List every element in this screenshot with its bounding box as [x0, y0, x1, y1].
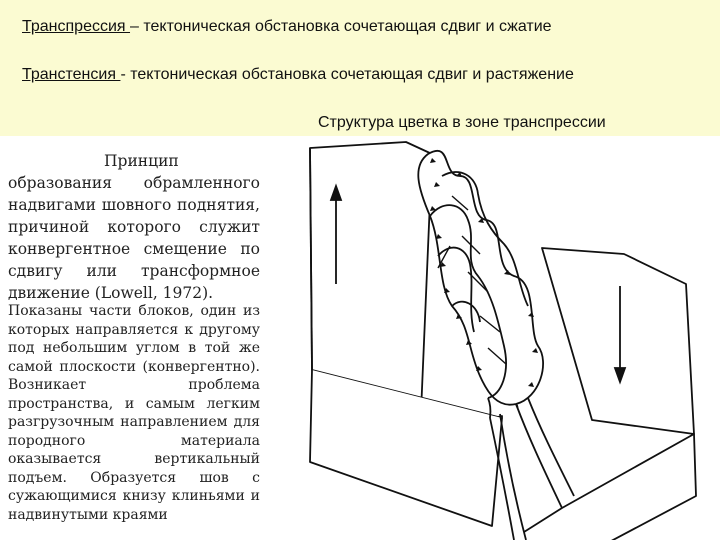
right-block-front: [524, 434, 696, 540]
scanned-text-panel: [0, 136, 292, 540]
scan-paragraph-principle: Принцип образования обрамленного надвигами шовного поднятия, причиной которого служит конвергентное смещение по сдвигу или трансформное движение (Lowell, 1972).: [8, 152, 260, 302]
definition-text: - тектоническая обстановка сочетающая сдвиг и растяжение: [120, 66, 574, 83]
flower-lobe: [418, 151, 543, 405]
definition-term: Транстенсия: [22, 66, 121, 83]
definition-term: Транспрессия: [22, 18, 131, 35]
definition-transpression: [22, 18, 552, 36]
definition-transtension: [22, 66, 574, 84]
right-block: [542, 248, 694, 434]
definition-text: – тектоническая обстановка сочетающая сдвиг и сжатие: [130, 18, 552, 35]
flower-structure-figure: [292, 136, 720, 540]
figure-caption: Структура цветка в зоне транспрессии: [318, 114, 606, 131]
block-diagram: [292, 136, 720, 540]
scan-paragraph-explanation: Показаны части блоков, один из которых направляется к другому под небольшим углом в той же самой плоскости (конвергентно). Возникает проблема пространства, и самым легким разгрузочным направлением для породного материала оказывается вертикальный подъем. Образуется шов с сужающимися книзу клиньями и надвинутыми краями: [8, 303, 260, 523]
